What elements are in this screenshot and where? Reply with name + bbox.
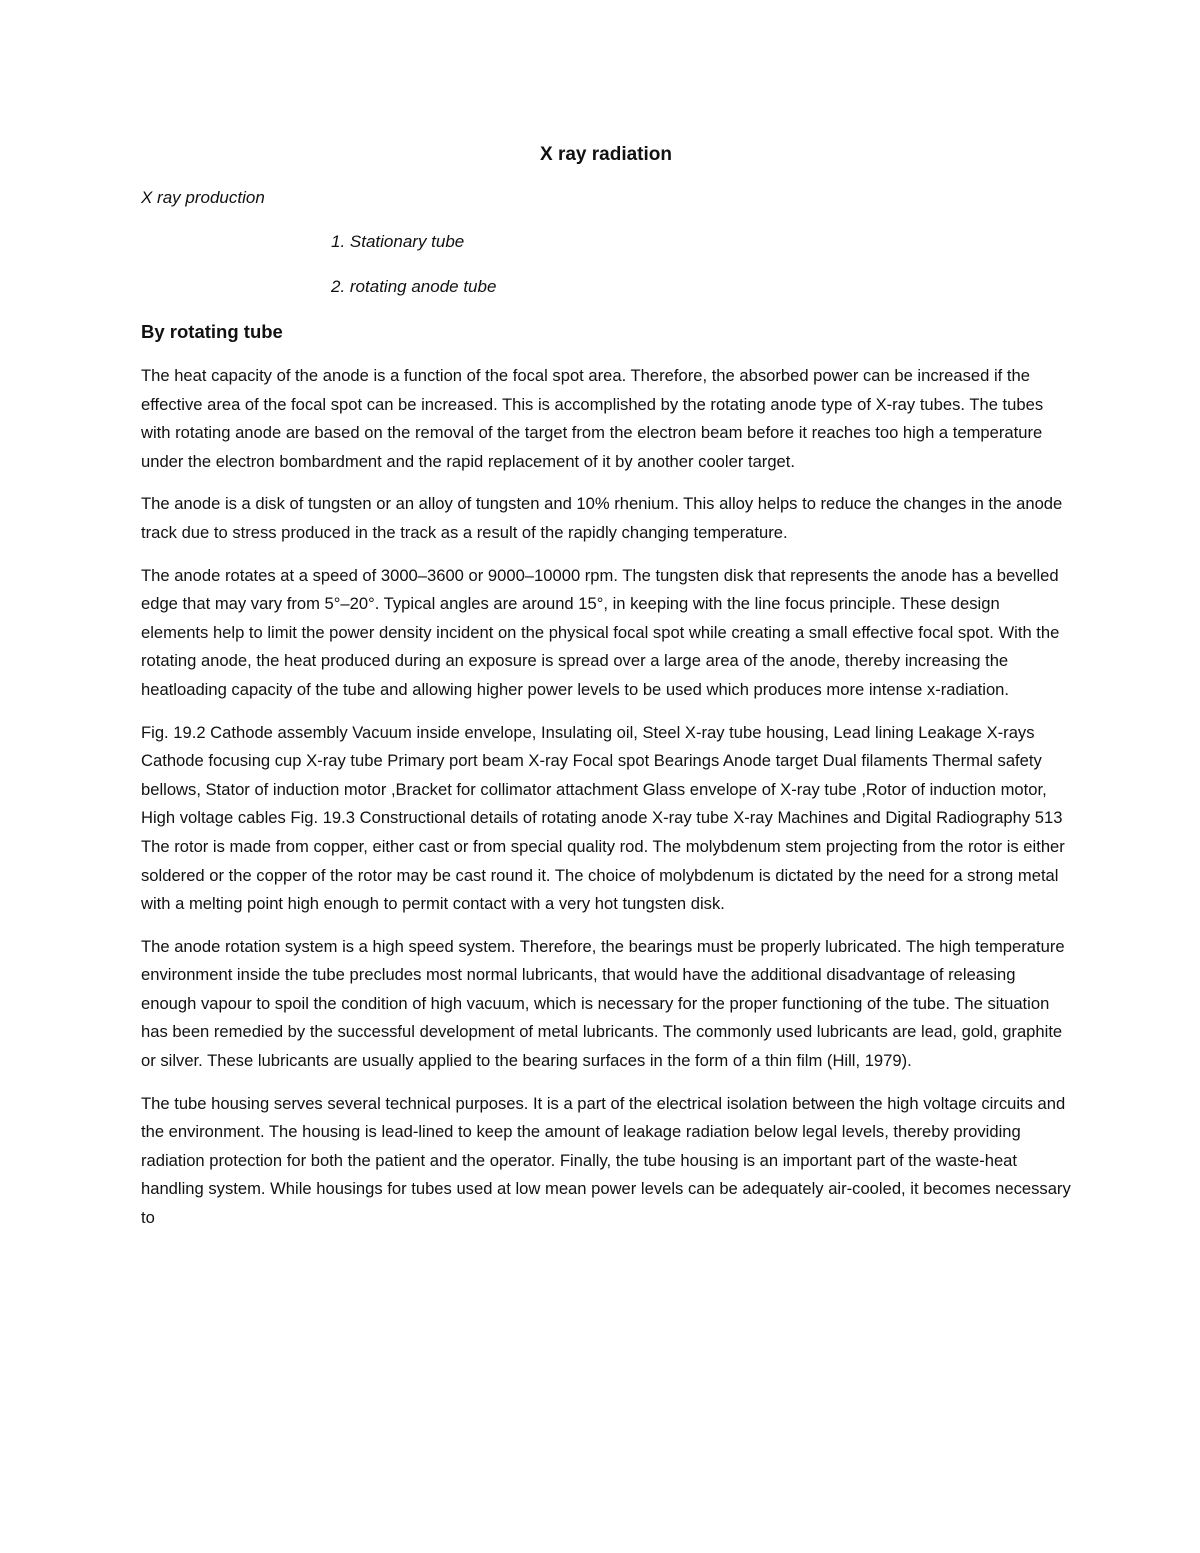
paragraph-figure-description: Fig. 19.2 Cathode assembly Vacuum inside envelope, Insulating oil, Steel X-ray tube housing, Lead lining Leakage X-rays Cathode focusing cup X-ray tube Primary port beam X-ray Focal spot Bearings Anode target Dual filaments Thermal safety bellows, Stator of induction motor ,Bracket for collimator attachment Glass envelope of X-ray tube ,Rotor of induction motor, High voltage cables Fig. 19.3 Constructional details of rotating anode X-ray tube X-ray Machines and Digital Radiography 513 The rotor is made from copper, either cast or from special quality rod. The molybdenum stem projecting from the rotor is either soldered or the copper of the rotor may be cast round it. The choice of molybdenum is dictated by the need for a strong metal with a melting point high enough to permit contact with a very hot tungsten disk.	[141, 722, 1065, 914]
paragraph-tube-housing: The tube housing serves several technical purposes. It is a part of the electrical isolation between the high voltage circuits and the environment. The housing is lead-lined to keep the amount of leakage radiation below legal levels, thereby providing radiation protection for both the patient and the operator. Finally, the tube housing is an important part of the waste-heat handling system. While housings for tubes used at low mean power levels can be adequately air-cooled, it becomes necessary to	[141, 1093, 1071, 1228]
paragraph-bearings-lubrication: The anode rotation system is a high speed system. Therefore, the bearings must be properly lubricated. The high temperature environment inside the tube precludes most normal lubricants, that would have the additional disadvantage of releasing enough vapour to spoil the condition of high vacuum, which is necessary for the proper functioning of the tube. The situation has been remedied by the successful development of metal lubricants. The commonly used lubricants are lead, gold, graphite or silver. These lubricants are usually applied to the bearing surfaces in the form of a thin film (Hill, 1979).	[141, 936, 1065, 1071]
section-heading: By rotating tube	[141, 321, 283, 342]
list-item-stationary-tube: 1. Stationary tube	[331, 232, 465, 251]
list-item-rotating-anode-tube: 2. rotating anode tube	[331, 277, 497, 296]
paragraph-heat-capacity: The heat capacity of the anode is a function of the focal spot area. Therefore, the absorbed power can be increased if the effective area of the focal spot can be increased. This is accomplished by the rotating anode type of X-ray tubes. The tubes with rotating anode are based on the removal of the target from the electron beam before it reaches too high a temperature under the electron bombardment and the rapid replacement of it by another cooler target.	[141, 366, 1044, 471]
paragraph-anode-rotation-speed: The anode rotates at a speed of 3000–3600 or 9000–10000 rpm. The tungsten disk that represents the anode has a bevelled edge that may vary from 5°–20°. Typical angles are around 15°, in keeping with the line focus principle. These design elements help to limit the power density incident on the physical focal spot while creating a small effective focal spot. With the rotating anode, the heat produced during an exposure is spread over a large area of the anode, thereby increasing the heatloading capacity of the tube and allowing higher power levels to be used which produces more intense x-radiation.	[141, 565, 1060, 699]
paragraph-anode-disk: The anode is a disk of tungsten or an alloy of tungsten and 10% rhenium. This alloy helps to reduce the changes in the anode track due to stress produced in the track as a result of the rapidly changing temperature.	[141, 494, 1063, 542]
document-title: X ray radiation	[540, 144, 672, 165]
document-body	[141, 140, 1071, 1247]
subheading: X ray production	[141, 188, 265, 207]
